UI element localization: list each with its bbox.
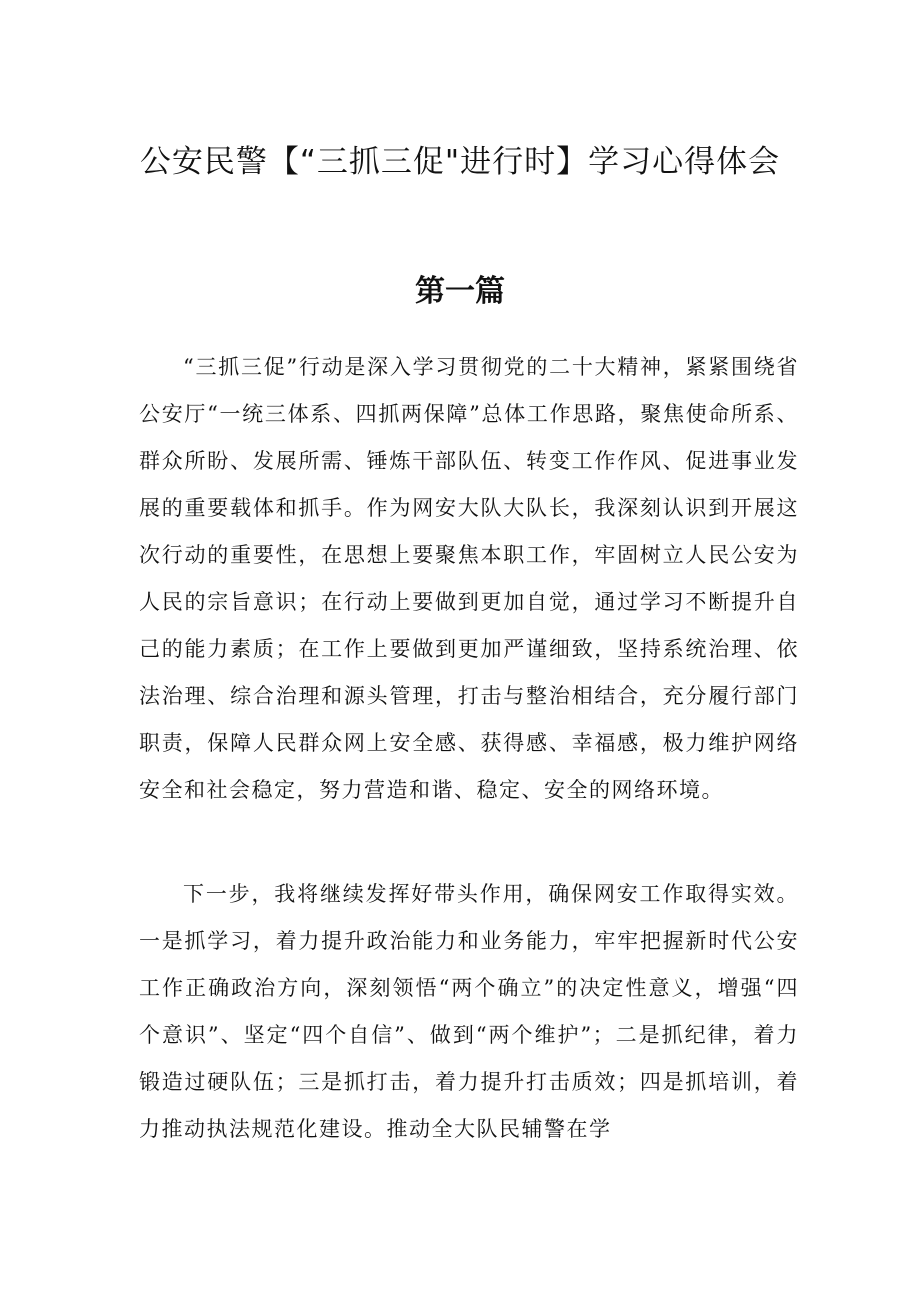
section-heading: 第一篇 <box>415 274 505 309</box>
body-paragraph: 下一步，我将继续发挥好带头作用，确保网安工作取得实效。一是抓学习，着力提升政治能力和业务能力，牢牢把握新时代公安工作正确政治方向，深刻领悟“两个确立”的决定性意义，增强“四个意识”、坚定“四个自信”、做到“两个维护”；二是抓纪律，着力锻造过硬队伍；三是抓打击，着力提升打击质效；四是抓培训，着力推动执法规范化建设。推动全大队民辅警在学 <box>139 882 799 1141</box>
document-title: 公安民警【“三抓三促"进行时】学习心得体会 <box>139 144 781 180</box>
body-paragraph: “三抓三促”行动是深入学习贯彻党的二十大精神，紧紧围绕省公安厅“一统三体系、四抓两保障”总体工作思路，聚焦使命所系、群众所盼、发展所需、锤炼干部队伍、转变工作作风、促进事业发展的重要载体和抓手。作为网安大队大队长，我深刻认识到开展这次行动的重要性，在思想上要聚焦本职工作，牢固树立人民公安为人民的宗旨意识；在行动上要做到更加自觉，通过学习不断提升自己的能力素质；在工作上要做到更加严谨细致，坚持系统治理、依法治理、综合治理和源头管理，打击与整治相结合，充分履行部门职责，保障人民群众网上安全感、获得感、幸福感，极力维护网络安全和社会稳定，努力营造和谐、稳定、安全的网络环境。 <box>139 355 799 802</box>
